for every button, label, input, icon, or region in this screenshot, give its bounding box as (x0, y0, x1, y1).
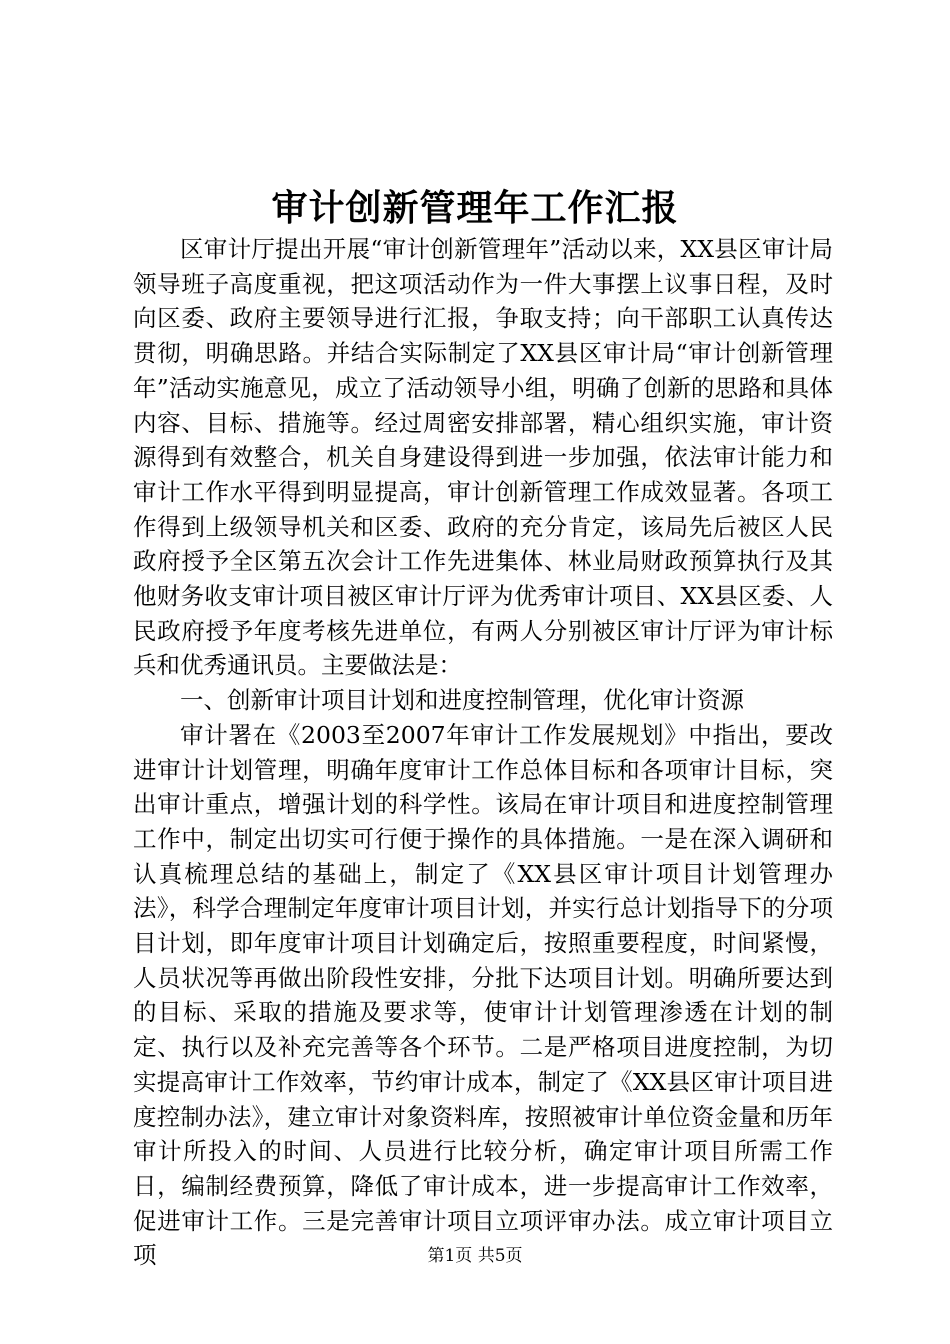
document-title: 审计创新管理年工作汇报 (271, 187, 679, 229)
paragraph-intro: 区审计厅提出开展“审计创新管理年”活动以来，XX县区审计局领导班子高度重视，把这项活动作为一件大事摆上议事日程，及时向区委、政府主要领导进行汇报，争取支持；向干部职工认真传达贯彻，明确思路。并结合实际制定了XX县区审计局“审计创新管理年”活动实施意见，成立了活动领导小组，明确了创新的思路和具体内容、目标、措施等。经过周密安排部署，精心组织实施，审计资源得到有效整合，机关自身建设得到进一步加强，依法审计能力和审计工作水平得到明显提高，审计创新管理工作成效显著。各项工作得到上级领导机关和区委、政府的充分肯定，该局先后被区人民政府授予全区第五次会计工作先进集体、林业局财政预算执行及其他财务收支审计项目被区审计厅评为优秀审计项目、XX县区委、人民政府授予年度考核先进单位，有两人分别被区审计厅评为审计标兵和优秀通讯员。主要做法是： (133, 235, 833, 680)
paragraph-section-1: 审计署在《2003至2007年审计工作发展规划》中指出，要改进审计计划管理，明确年度审计工作总体目标和各项审计目标，突出审计重点，增强计划的科学性。该局在审计项目和进度控制管理工作中，制定出切实可行便于操作的具体措施。一是在深入调研和认真梳理总结的基础上，制定了《XX县区审计项目计划管理办法》，科学合理制定年度审计项目计划，并实行总计划指导下的分项目计划，即年度审计项目计划确定后，按照重要程度，时间紧慢，人员状况等再做出阶段性安排，分批下达项目计划。明确所要达到的目标、采取的措施及要求等，使审计计划管理渗透在计划的制定、执行以及补充完善等各个环节。二是严格项目进度控制，为切实提高审计工作效率，节约审计成本，制定了《XX县区审计项目进度控制办法》，建立审计对象资料库，按照被审计单位资金量和历年审计所投入的时间、人员进行比较分析，确定审计项目所需工作日，编制经费预算，降低了审计成本，进一步提高审计工作效率，促进审计工作。三是完善审计项目立项评审办法。成立审计项目立项 (133, 720, 833, 1270)
document-body (133, 232, 833, 1273)
section-heading-1: 一、创新审计项目计划和进度控制管理，优化审计资源 (180, 686, 744, 715)
page-footer: 第1页 共5页 (427, 1246, 523, 1266)
